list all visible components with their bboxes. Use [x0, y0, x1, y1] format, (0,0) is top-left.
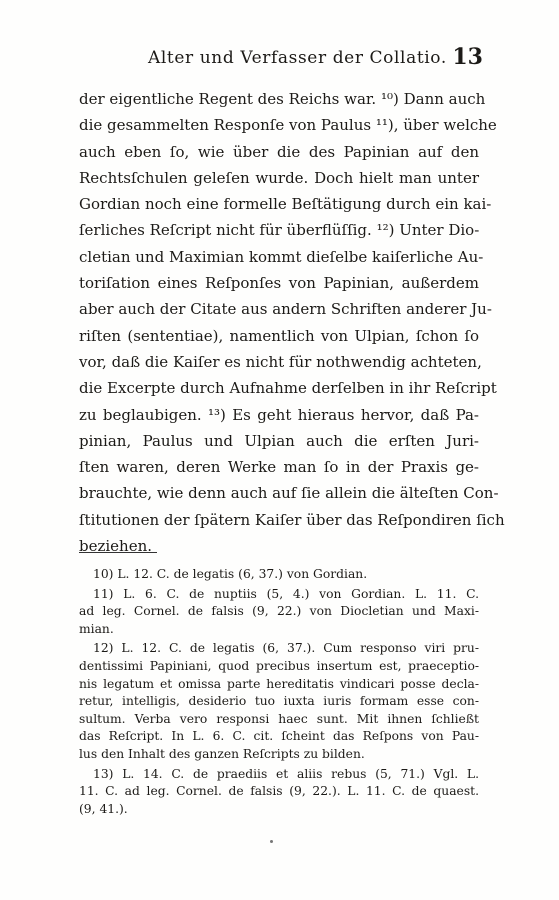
footnote-line: lus den Inhalt des ganzen Reſcripts zu bilden. — [79, 746, 365, 761]
footnote-line: (9, 41.). — [79, 801, 128, 816]
text-line: die Excerpte durch Aufnahme derſelben in ihr Reſcript — [79, 379, 497, 398]
footnote-line: sultum. Verba vero responsi haec sunt. Mit ihnen ſchließt — [79, 711, 479, 726]
text-line: Rechtsſchulen geleſen wurde. Doch hielt man unter — [79, 168, 479, 187]
running-head: Alter und Verfasser der Collatio. — [148, 48, 447, 68]
text-line: pinian, Paulus und Ulpian auch die erſten Juri- — [79, 431, 479, 450]
footnote-line: 11. C. ad leg. Cornel. de falsis (9, 22.). L. 11. C. de quaest. — [79, 784, 479, 799]
footnote-line: 10) L. 12. C. de legatis (6, 37.) von Gordian. — [93, 567, 368, 581]
main-text — [79, 86, 505, 559]
text-line: vor, daß die Kaiſer es nicht für nothwendig achteten, — [79, 352, 482, 371]
footnote-13 — [79, 766, 479, 819]
footnote-10 — [79, 566, 479, 584]
footnotes — [79, 566, 479, 818]
footnote-line: 13) L. 14. C. de praediis et aliis rebus (5, 71.) Vgl. L. — [93, 766, 479, 781]
footnote-line: das Reſcript. In L. 6. C. cit. ſcheint das Reſpons von Pau- — [79, 729, 479, 744]
ink-speck — [270, 840, 273, 843]
text-line: beziehen. — [79, 537, 153, 556]
text-line: brauchte, wie denn auch auf ſie allein die älteſten Con- — [79, 484, 499, 503]
footnote-line: retur, intelligis, desiderio tuo iuxta iuris formam esse con- — [79, 694, 479, 709]
text-line: toriſation eines Reſponſes von Papinian, außerdem — [79, 274, 479, 293]
footnote-line: dentissimi Papiniani, quod precibus insertum est, praeceptio- — [79, 658, 479, 673]
text-line: ſtitutionen der ſpätern Kaiſer über das Reſpondiren ſich — [79, 510, 505, 529]
text-line: aber auch der Citate aus andern Schriften anderer Ju- — [79, 300, 492, 319]
text-line: auch eben ſo, wie über die des Papinian auf den — [79, 142, 479, 161]
text-line: cletian und Maximian kommt dieſelbe kaiſerliche Au- — [79, 247, 484, 266]
page-number: 13 — [452, 44, 483, 70]
text-line: ſten waren, deren Werke man ſo in der Praxis ge- — [79, 458, 479, 477]
footnote-line: ad leg. Cornel. de falsis (9, 22.) von Diocletian und Maxi- — [79, 604, 479, 619]
text-line: zu beglaubigen. ¹³) Es geht hieraus hervor, daß Pa- — [79, 405, 479, 424]
text-line: ſerliches Reſcript nicht für überflüſſig. ¹²) Unter Dio- — [79, 221, 480, 240]
footnote-line: 12) L. 12. C. de legatis (6, 37.). Cum responso viri pru- — [93, 641, 479, 656]
text-line: die gesammelten Responſe von Paulus ¹¹), über welche — [79, 116, 497, 135]
footnote-separator — [79, 552, 157, 553]
footnote-line: mian. — [79, 621, 114, 636]
footnote-line: nis legatum et omissa parte hereditatis vindicari posse decla- — [79, 676, 479, 691]
page-header — [130, 42, 483, 72]
footnote-12 — [79, 640, 479, 763]
text-line: der eigentliche Regent des Reichs war. ¹⁰) Dann auch — [79, 90, 486, 108]
footnote-11 — [79, 586, 479, 639]
text-line: riſten (sententiae), namentlich von Ulpian, ſchon ſo — [79, 326, 479, 345]
footnote-line: 11) L. 6. C. de nuptiis (5, 4.) von Gordian. L. 11. C. — [93, 586, 479, 601]
text-line: Gordian noch eine formelle Beſtätigung durch ein kai- — [79, 195, 492, 214]
